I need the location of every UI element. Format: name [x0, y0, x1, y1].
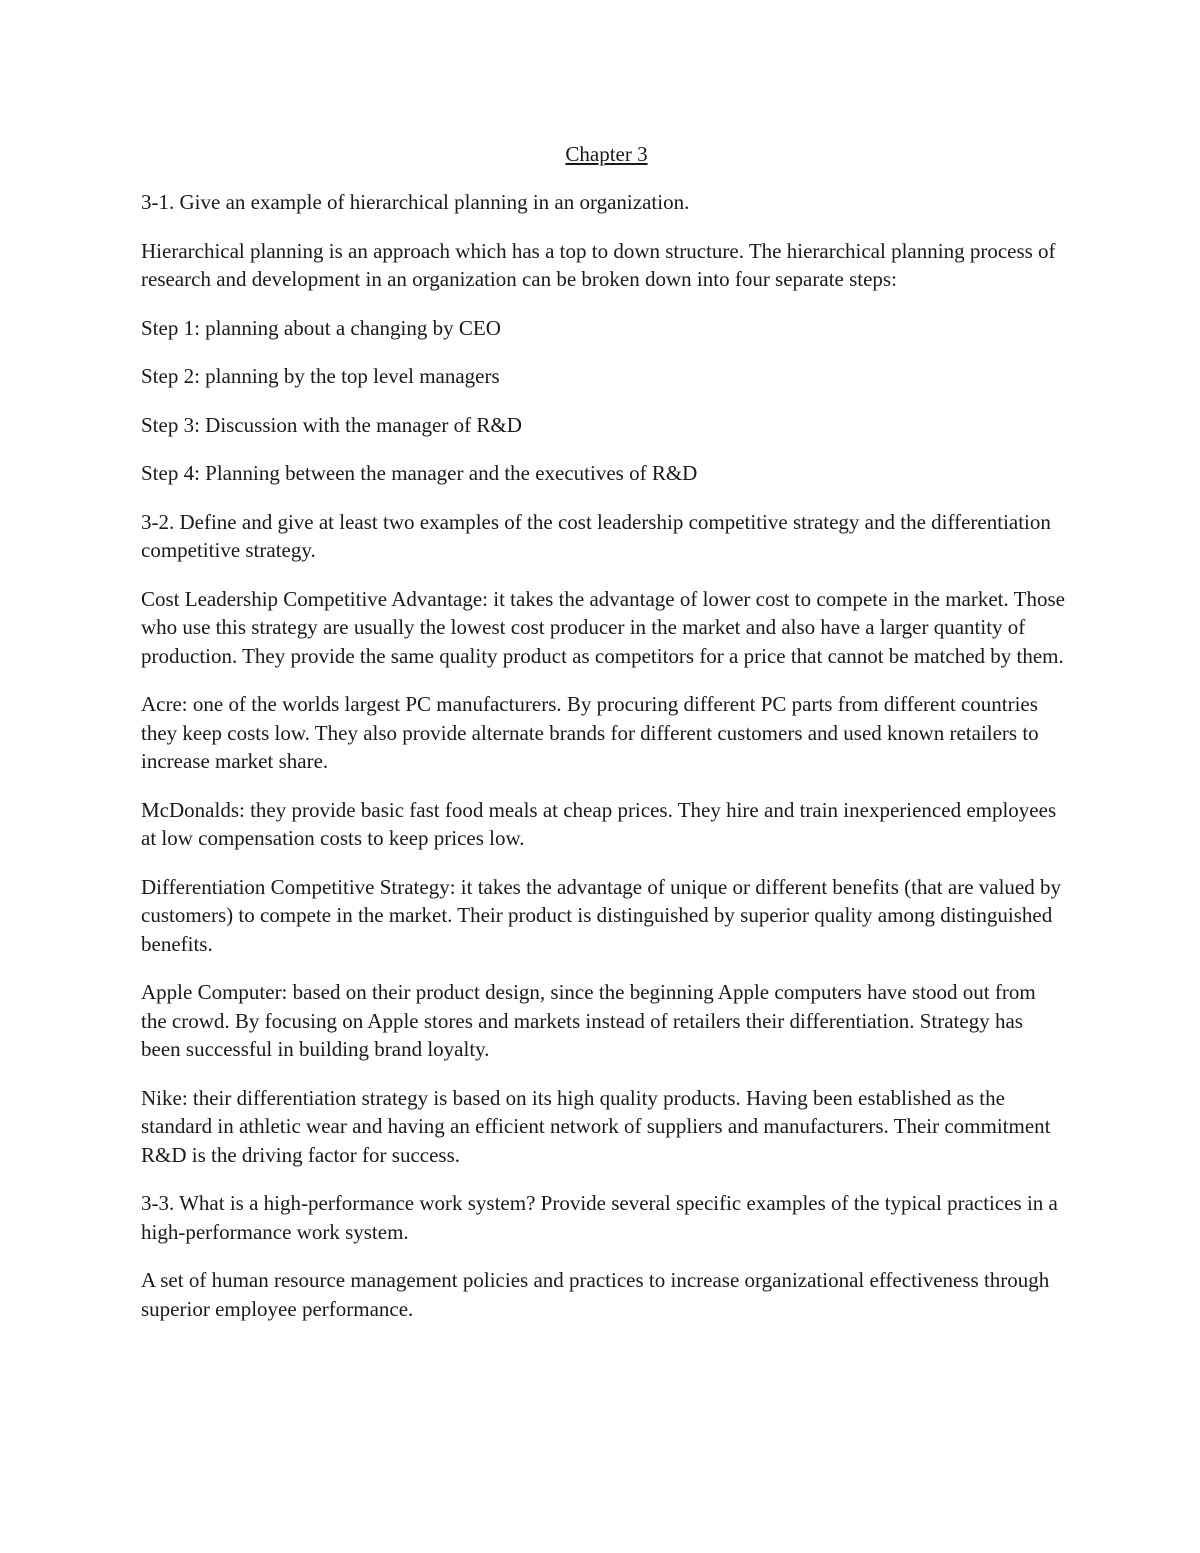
example-mcdonalds: McDonalds: they provide basic fast food meals at cheap prices. They hire and train inexperienced employees at low compensation costs to keep prices low. — [141, 797, 1057, 850]
page-title: Chapter 3 — [565, 142, 648, 166]
step-4: Step 4: Planning between the manager and the executives of R&D — [141, 461, 698, 485]
document-page — [141, 140, 1066, 1343]
answer-differentiation: Differentiation Competitive Strategy: it takes the advantage of unique or different benefits (that are valued by customers) to compete in the market. Their product is distinguished by superior quality among distinguished benefits. — [141, 874, 1062, 956]
answer-hpws: A set of human resource management policies and practices to increase organizational effectiveness through superior employee performance. — [141, 1268, 1050, 1321]
step-2: Step 2: planning by the top level managers — [141, 364, 500, 388]
step-1: Step 1: planning about a changing by CEO — [141, 315, 501, 340]
question-3-1: 3-1. Give an example of hierarchical planning in an organization. — [141, 190, 690, 214]
answer-hierarchical-planning: Hierarchical planning is an approach which has a top to down structure. The hierarchical planning process of research and development in an organization can be broken down into four separate steps: — [141, 238, 1056, 291]
question-3-2: 3-2. Define and give at least two examples of the cost leadership competitive strategy and the differentiation competitive strategy. — [141, 509, 1051, 562]
step-3: Step 3: Discussion with the manager of R&D — [141, 412, 522, 437]
example-nike: Nike: their differentiation strategy is based on its high quality products. Having been established as the standard in athletic wear and having an efficient network of suppliers and manufacturers. Their commitment R&D is the driving factor for success. — [141, 1085, 1051, 1167]
example-apple: Apple Computer: based on their product design, since the beginning Apple computers have stood out from the crowd. By focusing on Apple stores and markets instead of retailers their differentiation. Strategy has been successful in building brand loyalty. — [141, 980, 1036, 1061]
answer-cost-leadership: Cost Leadership Competitive Advantage: it takes the advantage of lower cost to compete in the market. Those who use this strategy are usually the lowest cost producer in the market and also have a larger quantity of production. They provide the same quality product as competitors for a price that cannot be matched by them. — [141, 586, 1065, 668]
question-3-3: 3-3. What is a high-performance work system? Provide several specific examples of the typical practices in a high-performance work system. — [141, 1191, 1058, 1244]
example-acre: Acre: one of the worlds largest PC manufacturers. By procuring different PC parts from different countries they keep costs low. They also provide alternate brands for different customers and used known retailers to increase market share. — [141, 692, 1039, 773]
